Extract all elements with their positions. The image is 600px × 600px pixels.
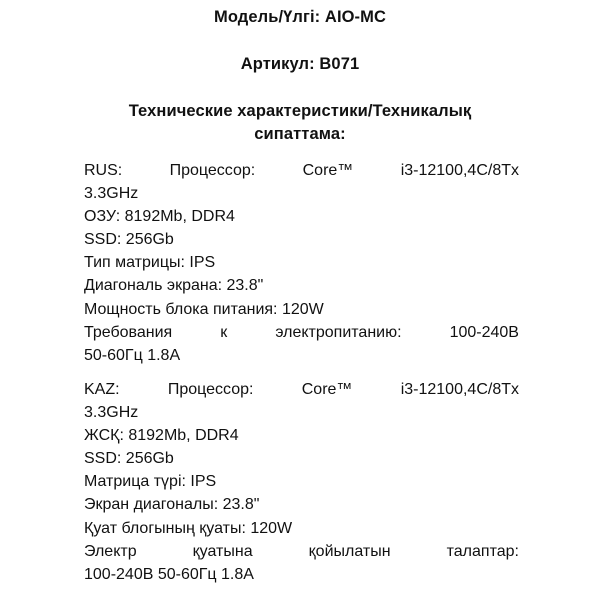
rus-power-requirements-line <box>84 321 519 344</box>
kaz-power-requirements-line <box>84 540 519 563</box>
rus-ram: ОЗУ: 8192Mb, DDR4 <box>84 208 235 226</box>
rus-matrix-type: Тип матрицы: IPS <box>84 254 216 272</box>
kaz-language-code: KAZ: <box>84 381 120 398</box>
rus-power-supply: Мощность блока питания: 120W <box>84 300 324 318</box>
kaz-power-supply: Қуат блогының қуаты: 120W <box>84 519 293 537</box>
kaz-screen-diagonal: Экран диагоналы: 23.8" <box>84 496 260 514</box>
kaz-requirements-word-2: қуатына <box>192 542 253 560</box>
rus-requirements-frequency-current: 50-60Гц 1.8А <box>84 346 181 364</box>
rus-language-code: RUS: <box>84 162 123 179</box>
article-heading: Артикул: B071 <box>240 55 360 73</box>
rus-ssd: SSD: 256Gb <box>84 231 174 249</box>
technical-specs-heading-line-1: Технические характеристики/Техникалық <box>128 102 472 120</box>
kaz-requirements-word-3: қойылатын <box>308 542 391 560</box>
kaz-ssd: SSD: 256Gb <box>84 450 174 468</box>
technical-specs-heading <box>0 100 600 146</box>
kaz-requirements-word-4: талаптар: <box>446 542 519 560</box>
rus-requirements-word-1: Требования <box>84 323 173 341</box>
kaz-ram: ЖСҚ: 8192Mb, DDR4 <box>84 427 239 445</box>
kaz-processor-model: i3-12100,4C/8Tx <box>400 381 519 398</box>
kaz-processor-label: Процессор: <box>167 381 254 398</box>
kaz-requirements-word-1: Электр <box>84 542 137 560</box>
rus-requirements-voltage: 100-240В <box>449 323 519 341</box>
rus-processor-frequency: 3.3GHz <box>84 185 139 203</box>
kaz-processor-frequency: 3.3GHz <box>84 404 139 422</box>
rus-processor-label: Процессор: <box>169 162 256 179</box>
rus-processor-model: i3-12100,4C/8Tx <box>400 162 519 179</box>
rus-processor-line <box>84 159 519 182</box>
kaz-spec-block <box>84 378 519 586</box>
kaz-requirements-voltage-frequency-current: 100-240В 50-60Гц 1.8А <box>84 565 254 583</box>
kaz-matrix-type: Матрица түрі: IPS <box>84 473 217 491</box>
rus-requirements-word-3: электропитанию: <box>275 323 402 341</box>
model-heading: Модель/Үлгі: AIO-MC <box>213 8 387 26</box>
rus-spec-block <box>84 159 519 367</box>
technical-specs-heading-line-2: сипаттама: <box>254 125 346 143</box>
rus-processor-brand: Core™ <box>302 162 354 179</box>
rus-screen-diagonal: Диагональ экрана: 23.8" <box>84 277 264 295</box>
kaz-processor-brand: Core™ <box>301 381 353 398</box>
rus-requirements-word-2: к <box>220 323 228 341</box>
kaz-processor-line <box>84 378 519 401</box>
